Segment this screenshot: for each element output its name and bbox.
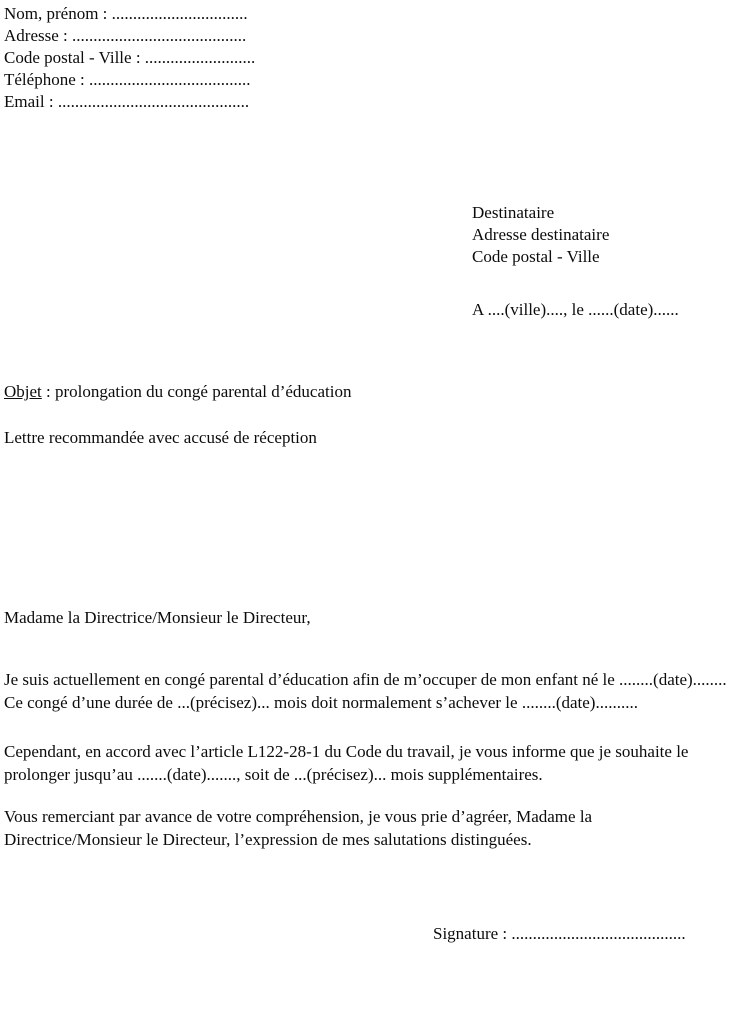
sender-phone-line: Téléphone : ...................................... bbox=[4, 70, 251, 89]
sender-name-line: Nom, prénom : ................................ bbox=[4, 4, 248, 23]
recipient-address-line: Adresse destinataire bbox=[472, 225, 610, 244]
place-date-line: A ....(ville)...., le ......(date)...... bbox=[472, 300, 679, 319]
body-paragraph-1: Je suis actuellement en congé parental d’éducation afin de m’occuper de mon enfant né le ........(date)........ Ce congé d’une durée de ...(précisez)... mois doit normalement s’achever le ........(date).......... bbox=[4, 670, 727, 712]
recipient-name-line: Destinataire bbox=[472, 203, 555, 222]
sender-address-line: Adresse : ......................................... bbox=[4, 26, 247, 45]
recipient-block bbox=[472, 202, 729, 268]
salutation-line: Madame la Directrice/Monsieur le Directeur, bbox=[4, 608, 311, 627]
mail-type-line: Lettre recommandée avec accusé de réception bbox=[4, 428, 317, 447]
signature-line: Signature : ......................................... bbox=[433, 924, 686, 943]
sender-block bbox=[4, 3, 729, 113]
body-paragraph-2: Cependant, en accord avec l’article L122-28-1 du Code du travail, je vous informe que je souhaite le prolonger jusqu’au .......(date)......., soit de ...(précisez)... mois supplémentaires. bbox=[4, 742, 689, 784]
subject-line bbox=[4, 381, 729, 403]
sender-city-line: Code postal - Ville : .......................... bbox=[4, 48, 256, 67]
subject-label: Objet bbox=[4, 382, 42, 401]
sender-email-line: Email : ............................................. bbox=[4, 92, 250, 111]
recipient-city-line: Code postal - Ville bbox=[472, 247, 600, 266]
subject-text: : prolongation du congé parental d’éducation bbox=[41, 382, 352, 401]
body-paragraph-3: Vous remerciant par avance de votre compréhension, je vous prie d’agréer, Madame la Directrice/Monsieur le Directeur, l’expression de mes salutations distinguées. bbox=[4, 807, 593, 849]
